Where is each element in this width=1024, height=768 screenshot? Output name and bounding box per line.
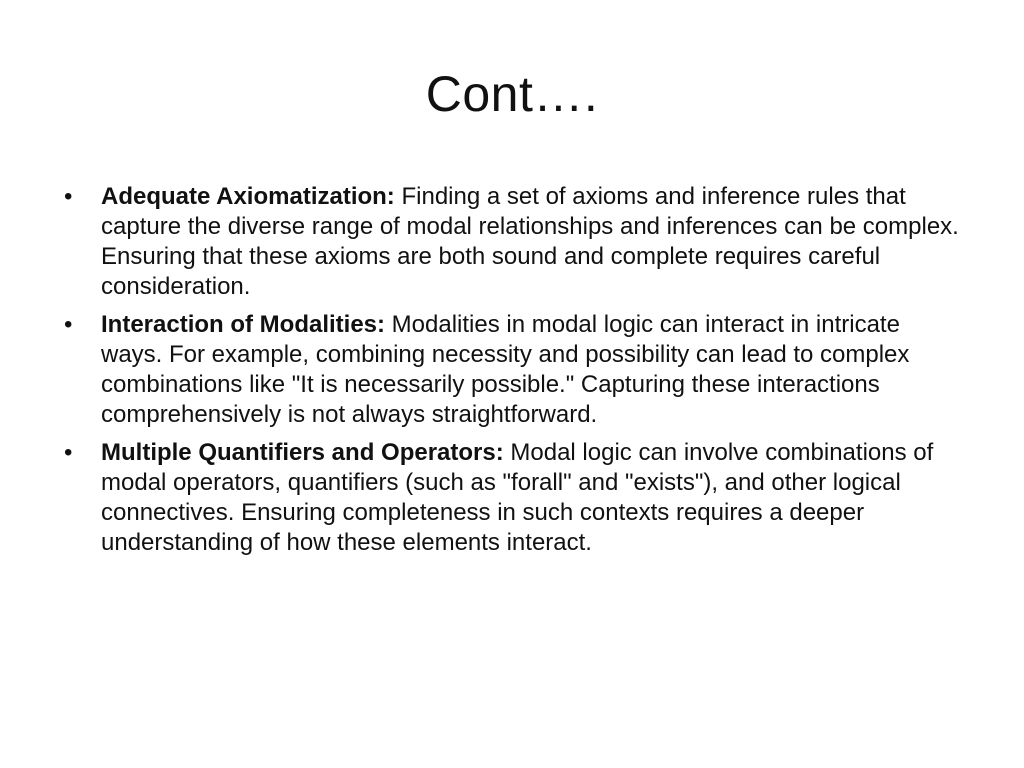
bullet-item-interaction-of-modalities bbox=[64, 310, 964, 430]
bullet-icon: • bbox=[64, 183, 73, 210]
bullet-term: Multiple Quantifiers and Operators: bbox=[101, 439, 504, 466]
bullet-text: Finding a set of axioms and inference rules that capture the diverse range of modal relationships and inferences can be complex. Ensuring that these axioms are both sound and complete requires careful consideration. bbox=[101, 183, 959, 300]
bullet-icon: • bbox=[64, 311, 73, 338]
bullet-item-multiple-quantifiers bbox=[64, 438, 964, 558]
bullet-list bbox=[64, 182, 964, 566]
bullet-term: Adequate Axiomatization: bbox=[101, 183, 395, 210]
bullet-icon: • bbox=[64, 439, 73, 466]
bullet-text: Modalities in modal logic can interact in intricate ways. For example, combining necessity and possibility can lead to complex combinations like "It is necessarily possible." Capturing these interactions comprehensively is not always straightforward. bbox=[101, 311, 910, 428]
bullet-item-adequate-axiomatization bbox=[64, 182, 964, 302]
slide-title: Cont…. bbox=[425, 66, 599, 122]
bullet-term: Interaction of Modalities: bbox=[101, 311, 386, 338]
bullet-text: Modal logic can involve combinations of modal operators, quantifiers (such as "forall" and "exists"), and other logical connectives. Ensuring completeness in such contexts requires a deeper understanding of how these elements interact. bbox=[101, 439, 934, 556]
